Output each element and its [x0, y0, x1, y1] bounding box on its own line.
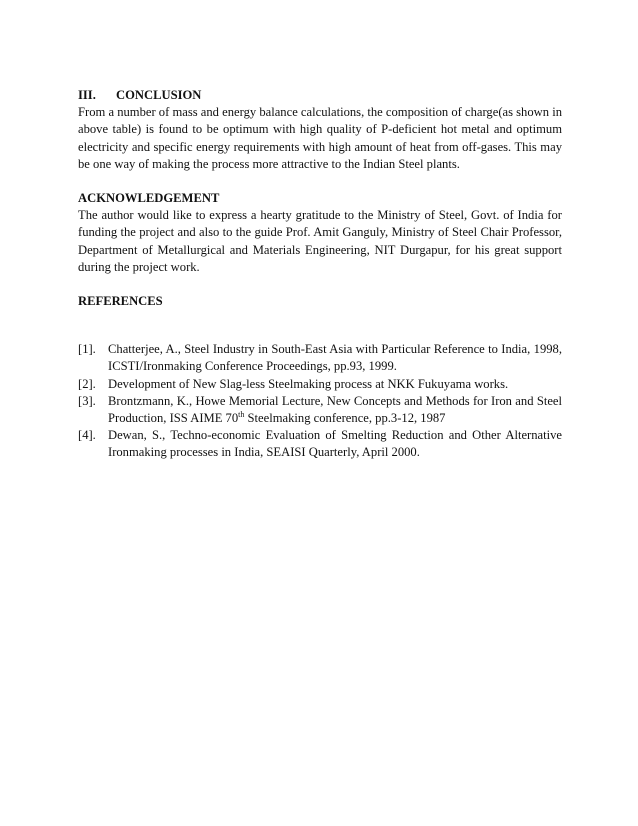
reference-text	[108, 394, 562, 425]
reference-item-4	[78, 427, 562, 461]
acknowledgement-heading: ACKNOWLEDGEMENT	[78, 191, 220, 206]
reference-number: [2].	[78, 376, 96, 391]
section-title: CONCLUSION	[116, 88, 202, 102]
acknowledgement-paragraph: The author would like to express a hearty gratitude to the Ministry of Steel, Govt. of India for funding the project and also to the guide Prof. Amit Ganguly, Ministry of Steel Chair Professor, Department of Metallurgical and Materials Engineering, NIT Durgapur, for his great support during the project work.	[78, 208, 562, 274]
reference-list	[78, 341, 562, 461]
reference-item-2	[78, 376, 562, 393]
references-heading: REFERENCES	[78, 294, 163, 309]
conclusion-section	[78, 87, 562, 173]
references-section	[78, 293, 562, 462]
conclusion-paragraph: From a number of mass and energy balance calculations, the composition of charge(as shown in above table) is found to be optimum with high quality of P-deficient hot metal and optimum electricity and specific energy requirements with high amount of heat from off-gases. This may be one way of making the process more attractive to the Indian Steel plants.	[78, 105, 562, 171]
conclusion-heading	[78, 87, 562, 104]
reference-number: [3].	[78, 393, 96, 408]
reference-text: Chatterjee, A., Steel Industry in South-East Asia with Particular Reference to India, 1998, ICSTI/Ironmaking Conference Proceedings, pp.93, 1999.	[108, 342, 562, 374]
acknowledgement-section	[78, 190, 562, 276]
reference-item-3	[78, 393, 562, 427]
reference-text: Dewan, S., Techno-economic Evaluation of Smelting Reduction and Other Alternative Ironmaking processes in India, SEAISI Quarterly, April 2000.	[108, 428, 562, 460]
reference-text-part: Steelmaking conference, pp.3-12, 1987	[244, 411, 446, 426]
reference-number: [4].	[78, 428, 96, 443]
section-number: III.	[78, 88, 96, 102]
reference-text-part: Brontzmann, K., Howe Memorial Lecture, New Concepts and Methods for Iron and Steel Production, ISS AIME 70	[108, 393, 562, 426]
reference-text: Development of New Slag-less Steelmaking process at NKK Fukuyama works.	[108, 376, 509, 391]
reference-item-1	[78, 341, 562, 375]
reference-number: [1].	[78, 342, 96, 357]
superscript: th	[238, 410, 245, 420]
page-content	[78, 87, 562, 462]
